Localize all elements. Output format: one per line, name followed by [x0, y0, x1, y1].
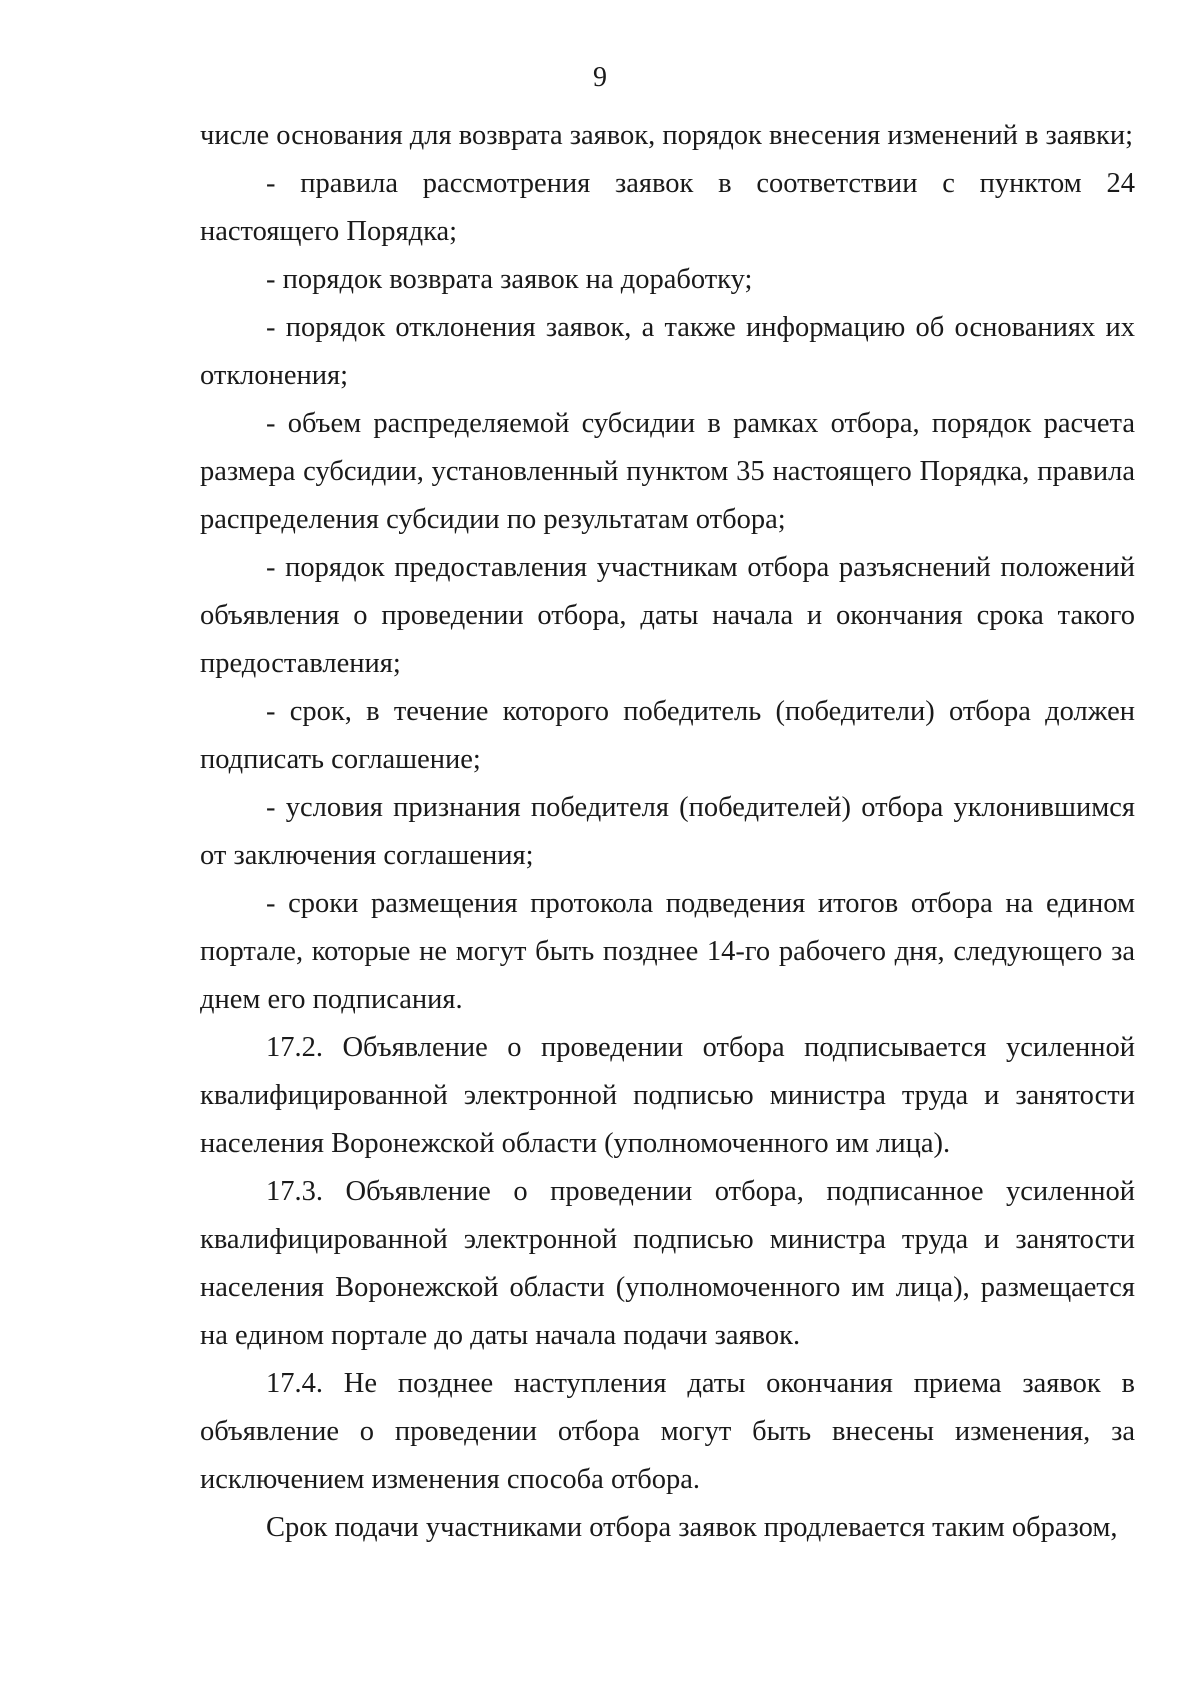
list-item-subsidy-volume: - объем распределяемой субсидии в рамках отбора, порядок расчета размера субсидии, установленный пунктом 35 настоящего Порядка, правила распределения субсидии по результатам отбора;: [200, 408, 1135, 535]
list-item-clarifications: - порядок предоставления участникам отбора разъяснений положений объявления о проведении отбора, даты начала и окончания срока такого предоставления;: [200, 552, 1135, 679]
clause-17-4: 17.4. Не позднее наступления даты окончания приема заявок в объявление о проведении отбора могут быть внесены изменения, за исключением изменения способа отбора.: [200, 1368, 1135, 1495]
list-item-evasion-conditions: - условия признания победителя (победителей) отбора уклонившимся от заключения соглашения;: [200, 792, 1135, 871]
clause-17-2: 17.2. Объявление о проведении отбора подписывается усиленной квалифицированной электронной подписью министра труда и занятости населения Воронежской области (уполномоченного им лица).: [200, 1032, 1135, 1159]
list-item-agreement-deadline: - срок, в течение которого победитель (победители) отбора должен подписать соглашение;: [200, 696, 1135, 775]
list-item-rejection-procedure: - порядок отклонения заявок, а также информацию об основаниях их отклонения;: [200, 312, 1135, 391]
document-body: [200, 112, 1135, 1552]
clause-17-3: 17.3. Объявление о проведении отбора, подписанное усиленной квалифицированной электронной подписью министра труда и занятости населения Воронежской области (уполномоченного им лица), размещается на едином портале до даты начала подачи заявок.: [200, 1176, 1135, 1351]
list-item-return-procedure: - порядок возврата заявок на доработку;: [266, 264, 753, 295]
list-item-review-rules: - правила рассмотрения заявок в соответствии с пунктом 24 настоящего Порядка;: [200, 168, 1135, 247]
paragraph-deadline-extension: Срок подачи участниками отбора заявок продлевается таким образом,: [266, 1512, 1118, 1543]
paragraph-continuation: числе основания для возврата заявок, порядок внесения изменений в заявки;: [200, 120, 1134, 151]
page-number: 9: [593, 62, 607, 93]
list-item-protocol-deadlines: - сроки размещения протокола подведения итогов отбора на едином портале, которые не могут быть позднее 14-го рабочего дня, следующего за днем его подписания.: [200, 888, 1135, 1015]
